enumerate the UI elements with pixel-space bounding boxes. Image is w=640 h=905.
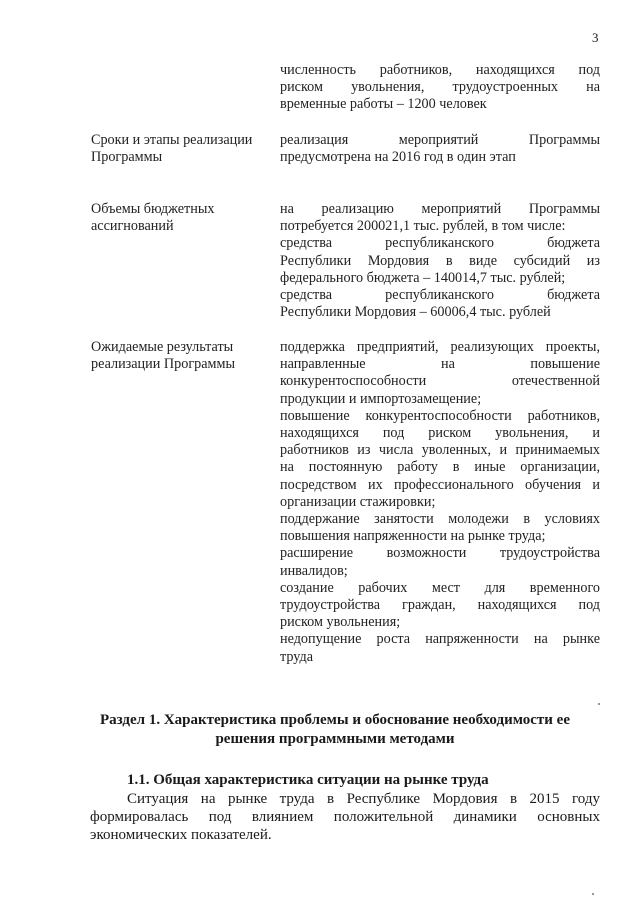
text-line: направленные на повышение [280,356,600,373]
section-title-line: решения программными методами [215,731,455,747]
text-line: Республики Мордовия – 60006,4 тыс. рублей [280,304,551,321]
text-line: реализация мероприятий Программы [280,132,600,148]
text-line: работников из числа уволенных, и принимаемых [280,442,600,459]
text-line: федерального бюджета – 140014,7 тыс. рублей; [280,269,566,286]
scan-speck [592,893,594,895]
text-line: находящихся под риском увольнения, и [280,425,600,442]
text-line: инвалидов; [280,562,348,579]
text-line: расширение возможности трудоустройства [280,545,600,562]
row-label-results [91,339,271,373]
label-line: Сроки и этапы реализации [91,132,253,148]
text-line: временные работы – 1200 человек [280,96,487,113]
section-title-line: Раздел 1. Характеристика проблемы и обоснование необходимости ее [100,712,570,728]
text-line: повышение конкурентоспособности работников, [280,407,600,424]
text-line: на реализацию мероприятий Программы [280,201,600,217]
text-line: на постоянную работу в иные организации, [280,459,600,476]
text-line: создание рабочих мест для временного [280,579,600,596]
text-line: предусмотрена на 2016 год в один этап [280,149,516,166]
row-value-results [280,339,600,666]
continuation-value [280,62,600,114]
text-line: повышения напряженности на рынке труда; [280,528,546,545]
label-line: реализации Программы [91,356,236,372]
paragraph-line: экономических показателей. [90,827,272,843]
section-title [80,711,590,749]
label-line: Объемы бюджетных [91,201,215,217]
subsection-paragraph [90,790,600,844]
text-line: риском увольнения, трудоустроенных на [280,79,600,96]
text-line: трудоустройства граждан, находящихся под [280,597,600,614]
text-line: средства республиканского бюджета [280,235,600,252]
text-line: труда [280,648,313,665]
text-line: потребуется 200021,1 тыс. рублей, в том числе: [280,218,566,235]
row-label-budget [91,201,271,235]
row-value-budget [280,201,600,321]
text-line: риском увольнения; [280,614,401,631]
page-number: 3 [592,30,599,45]
text-line: конкурентоспособности отечественной [280,373,600,390]
text-line: средства республиканского бюджета [280,287,600,304]
text-line: поддержание занятости молодежи в условиях [280,511,600,528]
label-line: ассигнований [91,218,174,234]
text-line: Республики Мордовия в виде субсидий из [280,252,600,269]
text-line: посредством их профессионального обучения и [280,476,600,493]
subsection-title: 1.1. Общая характеристика ситуации на рынке труда [127,772,489,788]
text-line: численность работников, находящихся под [280,62,600,78]
text-line: недопущение роста напряженности на рынке [280,631,600,648]
text-line: продукции и импортозамещение; [280,390,482,407]
label-line: Ожидаемые результаты [91,339,234,355]
row-value-timing [280,132,600,166]
text-line: организации стажировки; [280,493,436,510]
text-line: поддержка предприятий, реализующих проекты, [280,339,600,355]
paragraph-line: Ситуация на рынке труда в Республике Мордовия в 2015 году [127,791,600,807]
paragraph-line: формировалась под влиянием положительной динамики основных [90,809,600,825]
scan-speck [598,703,600,705]
row-label-timing [91,132,271,166]
label-line: Программы [91,149,163,165]
